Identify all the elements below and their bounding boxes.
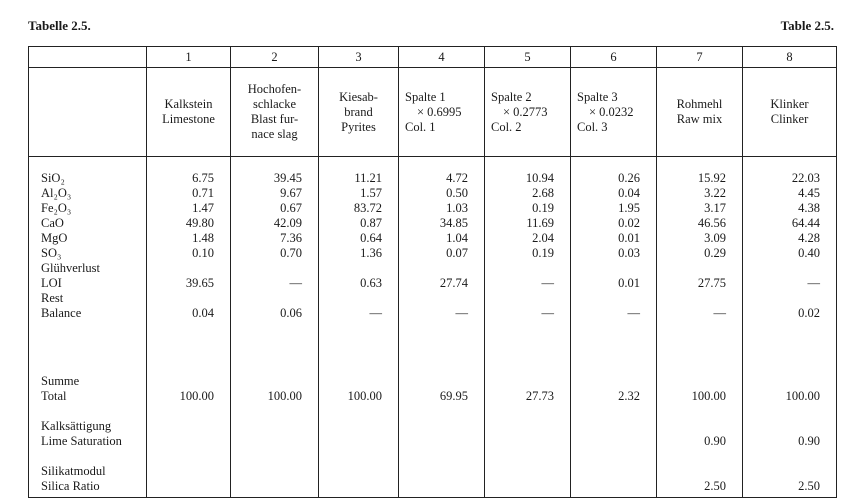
data-cell: — — [289, 276, 302, 290]
summary-cell: 69.95 — [439, 389, 468, 403]
header-line: Hochofen- — [247, 82, 302, 96]
summary-cell — [743, 419, 820, 434]
data-cell — [147, 291, 214, 306]
data-cell: 0.02 — [618, 216, 640, 230]
summary-cell — [485, 404, 554, 419]
summary-cell — [231, 404, 302, 419]
summary-cell — [399, 419, 468, 434]
data-cell: 1.95 — [618, 201, 640, 215]
data-column — [147, 157, 231, 365]
summary-cell — [231, 374, 302, 389]
summary-cell: 2.50 — [798, 479, 820, 493]
data-cell: 4.45 — [798, 186, 820, 200]
row-label: Al₂O₃ — [41, 186, 72, 200]
summary-cell — [399, 449, 468, 464]
summary-column — [485, 364, 571, 498]
row-label: SO₃ — [41, 246, 62, 260]
summary-cell — [147, 434, 214, 449]
summary-column — [319, 364, 399, 498]
summary-cell — [571, 419, 640, 434]
data-cell: 0.40 — [798, 246, 820, 260]
summary-cell — [231, 464, 302, 479]
summary-cell — [319, 434, 382, 449]
summary-cell — [231, 479, 302, 494]
summary-cell: 100.00 — [347, 389, 382, 403]
data-cell: 9.67 — [280, 186, 302, 200]
row-label: Glühverlust — [41, 261, 101, 275]
data-column — [231, 157, 319, 365]
data-column — [743, 157, 837, 365]
header-line: Klinker — [770, 97, 809, 111]
data-cell: 0.63 — [360, 276, 382, 290]
data-column — [319, 157, 399, 365]
data-cell: 0.03 — [618, 246, 640, 260]
summary-cell — [399, 374, 468, 389]
summary-cell — [571, 449, 640, 464]
row-label: Rest — [41, 291, 64, 305]
data-cell — [147, 261, 214, 276]
summary-cell: 2.50 — [704, 479, 726, 493]
summary-cell — [399, 479, 468, 494]
summary-cell — [657, 419, 726, 434]
header-corner-cell — [29, 68, 147, 157]
data-cell: 3.17 — [704, 201, 726, 215]
header-line: Col. 1 — [405, 119, 436, 134]
summary-cell — [571, 374, 640, 389]
summary-cell — [485, 479, 554, 494]
header-limestone — [147, 68, 231, 157]
data-cell: 27.75 — [697, 276, 726, 290]
header-col2-scaled — [485, 68, 571, 157]
summary-cell: 100.00 — [179, 389, 214, 403]
summary-cell — [319, 449, 382, 464]
table-caption-english: Table 2.5. — [780, 18, 834, 33]
data-cell: 10.94 — [525, 171, 554, 185]
header-line: Spalte 1 — [405, 89, 446, 104]
summary-cell — [571, 479, 640, 494]
composition-table — [28, 46, 837, 498]
header-raw-mix — [657, 68, 743, 157]
data-column — [657, 157, 743, 365]
summary-label — [41, 404, 146, 419]
data-cell: 0.87 — [360, 216, 382, 230]
data-cell — [743, 291, 820, 306]
header-line: Kiesab- — [339, 89, 378, 104]
data-cell: 0.02 — [798, 306, 820, 320]
data-cell: 2.68 — [532, 186, 554, 200]
summary-cell — [485, 374, 554, 389]
summary-cell — [319, 464, 382, 479]
data-cell: — — [627, 306, 640, 320]
data-cell: 46.56 — [697, 216, 726, 230]
row-label: MgO — [41, 231, 68, 245]
column-number-row — [29, 47, 837, 68]
data-cell: 0.70 — [280, 246, 302, 260]
data-cell: 2.04 — [532, 231, 554, 245]
data-cell: 1.04 — [446, 231, 468, 245]
summary-column — [147, 364, 231, 498]
data-cell: 1.36 — [360, 246, 382, 260]
summary-cell — [319, 419, 382, 434]
summary-row — [29, 364, 837, 498]
column-number: 6 — [571, 47, 657, 68]
header-line: × 0.2773 — [503, 104, 548, 119]
header-line: brand — [344, 104, 373, 119]
header-line: nace slag — [251, 127, 298, 141]
header-line: Spalte 3 — [577, 89, 618, 104]
data-cell: 4.28 — [798, 231, 820, 245]
data-cell: 11.69 — [526, 216, 554, 230]
summary-cell — [231, 434, 302, 449]
row-label: CaO — [41, 216, 64, 230]
column-number: 3 — [319, 47, 399, 68]
summary-cell — [743, 404, 820, 419]
summary-cell: 27.73 — [525, 389, 554, 403]
data-cell: 0.64 — [360, 231, 382, 245]
table-caption-german: Tabelle 2.5. — [28, 18, 91, 33]
header-line: Clinker — [770, 112, 809, 126]
data-cell — [399, 261, 468, 276]
data-cell: 15.92 — [697, 171, 726, 185]
composition-data-row — [29, 157, 837, 365]
header-blast-furnace-slag — [231, 68, 319, 157]
summary-cell — [485, 449, 554, 464]
summary-cell: 0.90 — [704, 434, 726, 448]
data-cell: — — [807, 276, 820, 290]
summary-label: Total — [41, 389, 67, 403]
data-column — [571, 157, 657, 365]
summary-label — [41, 449, 146, 464]
data-cell: 1.47 — [192, 201, 214, 215]
summary-cell — [147, 404, 214, 419]
data-cell: — — [541, 276, 554, 290]
summary-cell — [657, 374, 726, 389]
data-column — [485, 157, 571, 365]
data-cell — [571, 291, 640, 306]
data-cell — [657, 261, 726, 276]
data-cell: 4.72 — [446, 171, 468, 185]
summary-cell — [319, 404, 382, 419]
summary-cell — [147, 479, 214, 494]
data-cell — [485, 291, 554, 306]
row-labels-column — [29, 157, 147, 365]
data-cell: 3.22 — [704, 186, 726, 200]
summary-cell: 100.00 — [267, 389, 302, 403]
data-cell: 3.09 — [704, 231, 726, 245]
data-cell: — — [369, 306, 382, 320]
column-number: 8 — [743, 47, 837, 68]
summary-cell — [571, 404, 640, 419]
data-cell: 39.45 — [273, 171, 302, 185]
header-line: Kalkstein — [164, 97, 213, 111]
data-cell: 6.75 — [192, 171, 214, 185]
summary-cell — [399, 464, 468, 479]
data-cell: — — [455, 306, 468, 320]
summary-cell — [147, 419, 214, 434]
data-cell: 27.74 — [439, 276, 468, 290]
summary-cell — [657, 404, 726, 419]
summary-cell — [399, 434, 468, 449]
summary-cell — [231, 449, 302, 464]
data-cell — [571, 261, 640, 276]
summary-cell — [657, 449, 726, 464]
summary-cell — [743, 449, 820, 464]
data-cell: 1.48 — [192, 231, 214, 245]
summary-cell: 100.00 — [691, 389, 726, 403]
data-cell: 0.07 — [446, 246, 468, 260]
summary-column — [743, 364, 837, 498]
data-cell: 0.06 — [280, 306, 302, 320]
column-number: 7 — [657, 47, 743, 68]
data-cell — [657, 291, 726, 306]
summary-cell — [399, 404, 468, 419]
data-column — [399, 157, 485, 365]
data-cell: 34.85 — [439, 216, 468, 230]
summary-cell — [319, 479, 382, 494]
summary-cell — [743, 374, 820, 389]
data-cell: 0.71 — [192, 186, 214, 200]
data-cell: 0.01 — [618, 276, 640, 290]
data-cell: 0.19 — [532, 201, 554, 215]
header-col3-scaled — [571, 68, 657, 157]
data-cell — [319, 261, 382, 276]
summary-cell — [231, 419, 302, 434]
summary-column — [657, 364, 743, 498]
data-cell: 0.04 — [192, 306, 214, 320]
summary-cell — [147, 449, 214, 464]
summary-label: Summe — [41, 374, 80, 388]
summary-cell — [571, 464, 640, 479]
data-cell: 64.44 — [791, 216, 820, 230]
summary-cell — [485, 464, 554, 479]
data-cell — [399, 291, 468, 306]
header-line: Blast fur- — [250, 112, 299, 126]
data-cell: 0.26 — [618, 171, 640, 185]
data-cell: 1.57 — [360, 186, 382, 200]
summary-column — [399, 364, 485, 498]
header-line: Col. 2 — [491, 119, 522, 134]
header-col1-scaled — [399, 68, 485, 157]
header-line: schlacke — [252, 97, 297, 111]
row-label: Balance — [41, 306, 82, 320]
data-cell — [485, 261, 554, 276]
data-cell: 0.01 — [618, 231, 640, 245]
header-line: Col. 3 — [577, 119, 608, 134]
data-cell — [743, 261, 820, 276]
data-cell: — — [541, 306, 554, 320]
data-cell: — — [713, 306, 726, 320]
column-number: 4 — [399, 47, 485, 68]
summary-cell — [571, 434, 640, 449]
summary-cell: 2.32 — [618, 389, 640, 403]
summary-cell — [147, 374, 214, 389]
summary-cell: 0.90 — [798, 434, 820, 448]
data-cell: 0.19 — [532, 246, 554, 260]
data-cell: 0.10 — [192, 246, 214, 260]
header-pyrites — [319, 68, 399, 157]
header-line: Spalte 2 — [491, 89, 532, 104]
row-label: Fe₂O₃ — [41, 201, 72, 215]
header-line: Raw mix — [676, 112, 723, 126]
data-cell: 0.67 — [280, 201, 302, 215]
summary-cell — [147, 464, 214, 479]
summary-cell — [485, 434, 554, 449]
summary-cell — [657, 464, 726, 479]
row-label: SiO₂ — [41, 171, 65, 185]
data-cell: 0.04 — [618, 186, 640, 200]
summary-cell — [319, 374, 382, 389]
data-cell: 11.21 — [354, 171, 382, 185]
summary-labels-column — [29, 364, 147, 498]
summary-cell — [743, 464, 820, 479]
summary-column — [571, 364, 657, 498]
header-line: Limestone — [162, 112, 215, 126]
row-label: LOI — [41, 276, 62, 290]
header-line: × 0.0232 — [589, 104, 634, 119]
data-cell: 0.29 — [704, 246, 726, 260]
header-clinker — [743, 68, 837, 157]
column-number: 5 — [485, 47, 571, 68]
column-number: 2 — [231, 47, 319, 68]
summary-column — [231, 364, 319, 498]
summary-label: Silikatmodul — [41, 464, 106, 478]
header-line: × 0.6995 — [417, 104, 462, 119]
data-cell — [231, 291, 302, 306]
header-line: Rohmehl — [676, 97, 723, 111]
data-cell: 7.36 — [280, 231, 302, 245]
summary-label: Kalksättigung — [41, 419, 112, 433]
summary-label: Lime Saturation — [41, 434, 122, 448]
summary-cell: 100.00 — [785, 389, 820, 403]
summary-label: Silica Ratio — [41, 479, 100, 493]
data-cell: 42.09 — [273, 216, 302, 230]
data-cell: 1.03 — [446, 201, 468, 215]
column-number: 1 — [147, 47, 231, 68]
data-cell: 4.38 — [798, 201, 820, 215]
data-cell — [319, 291, 382, 306]
column-header-row — [29, 68, 837, 157]
data-cell: 0.50 — [446, 186, 468, 200]
summary-cell — [485, 419, 554, 434]
data-cell: 83.72 — [353, 201, 382, 215]
header-line: Pyrites — [341, 119, 376, 134]
corner-cell — [29, 47, 147, 68]
data-cell: 22.03 — [791, 171, 820, 185]
data-cell: 49.80 — [185, 216, 214, 230]
data-cell: 39.65 — [185, 276, 214, 290]
data-cell — [231, 261, 302, 276]
